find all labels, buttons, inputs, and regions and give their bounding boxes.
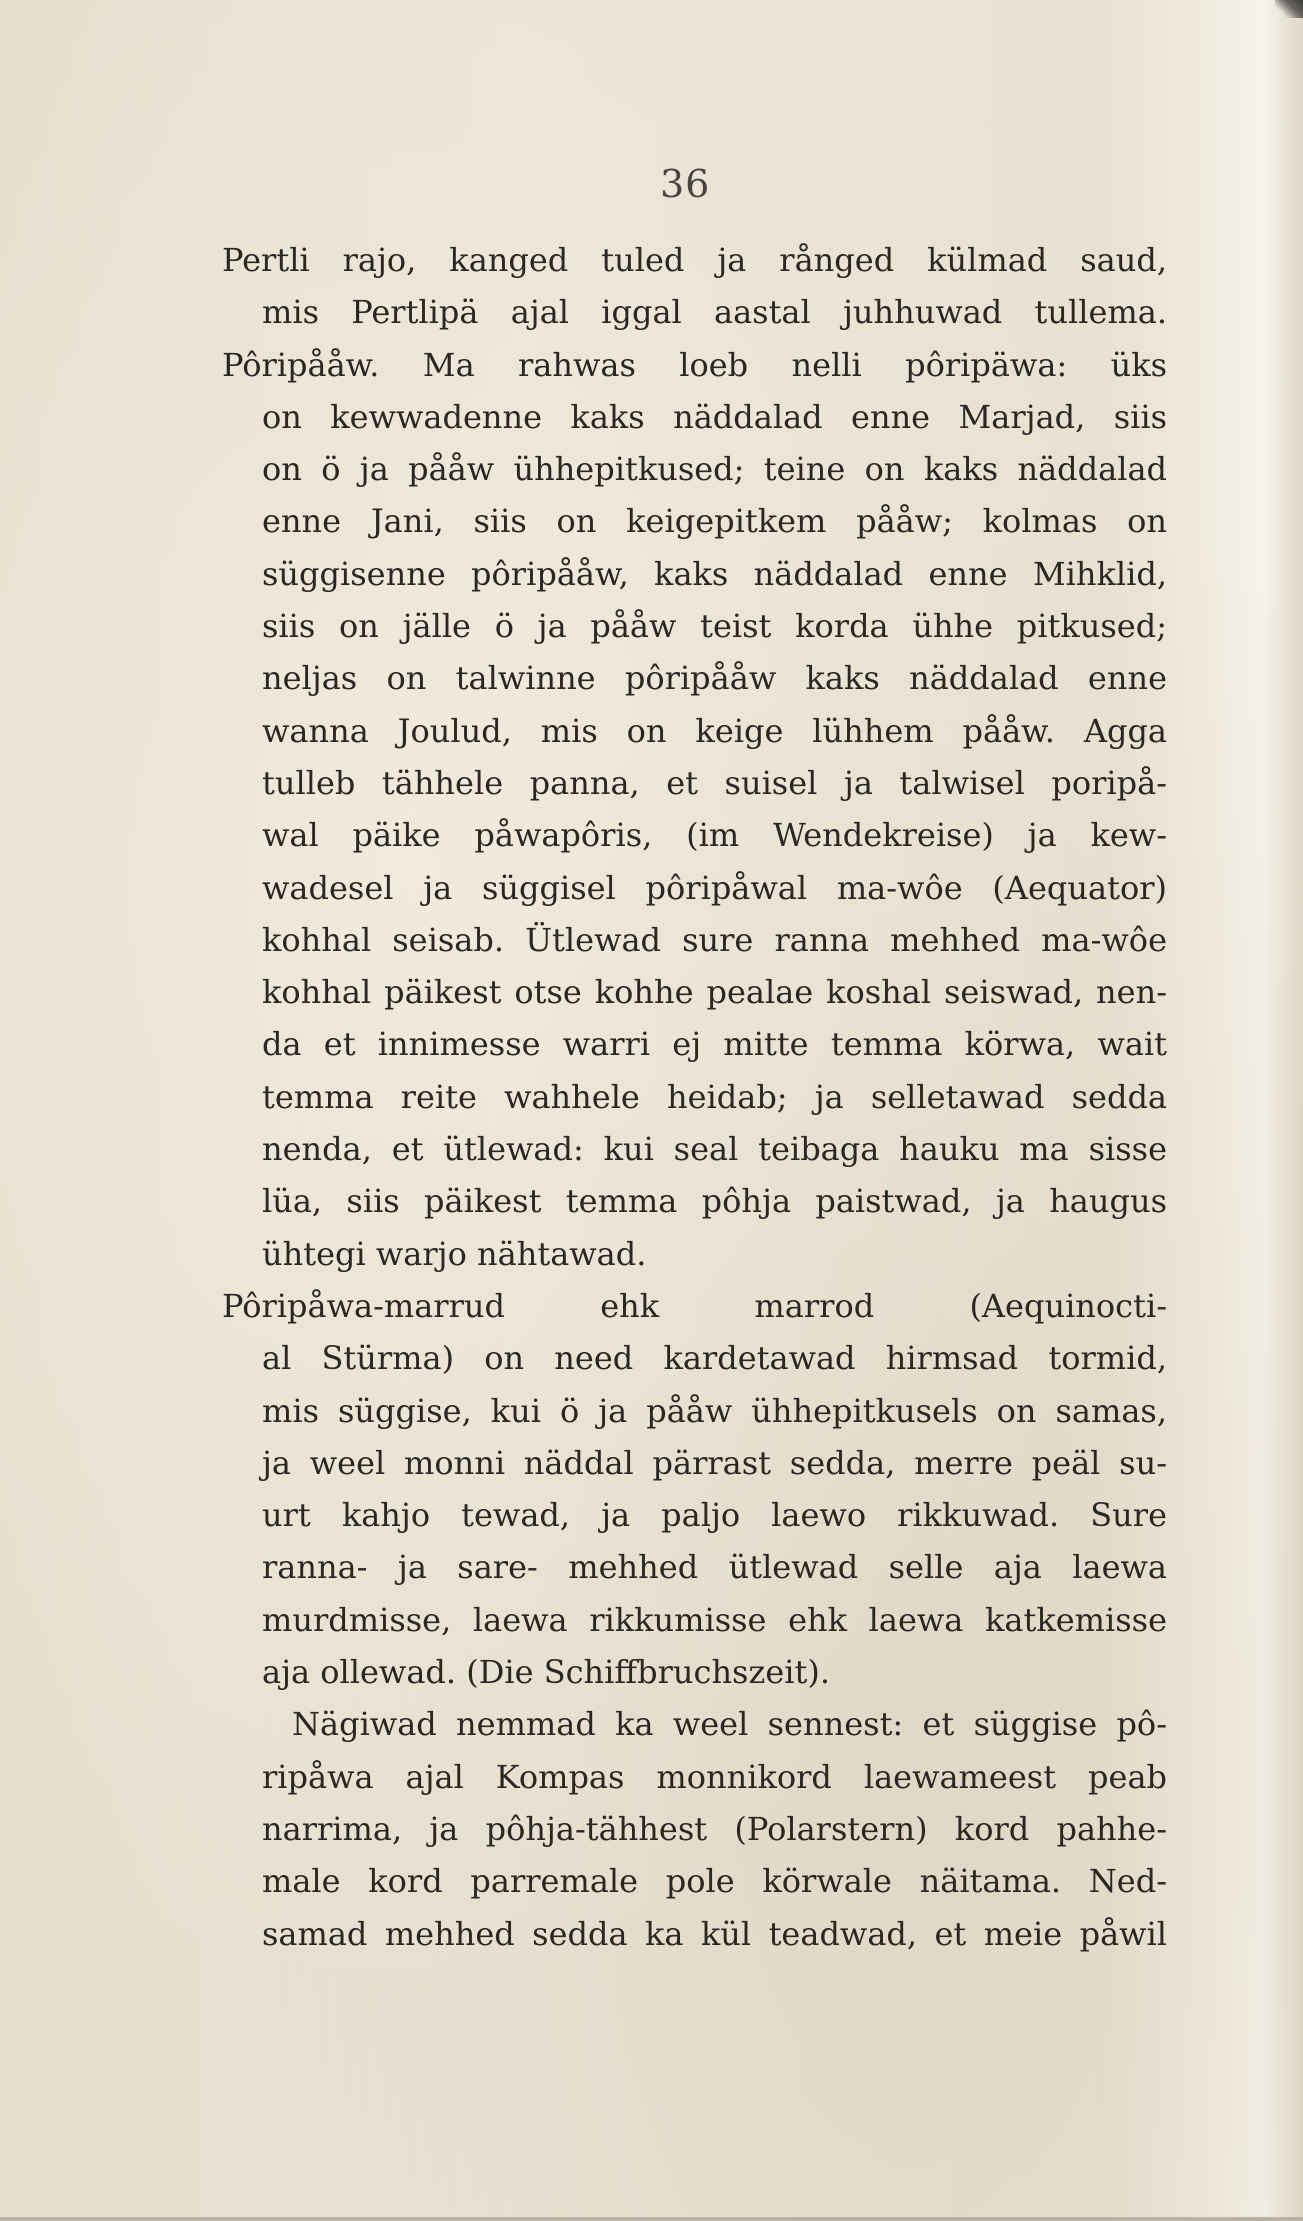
text-line: urt kahjo tewad, ja paljo laewo rikkuwad. Sure bbox=[262, 1496, 1167, 1535]
text-line: mis süggise, kui ö ja pååw ühhepitkusels on samas, bbox=[262, 1391, 1167, 1430]
text-line: kohhal seisab. Ütlewad sure ranna mehhed ma-wôe bbox=[262, 920, 1167, 959]
text-line: enne Jani, siis on keigepitkem pååw; kolmas on bbox=[262, 502, 1167, 541]
page-number: 36 bbox=[660, 162, 711, 206]
text-line: aja ollewad. (Die Schiffbruchszeit). bbox=[262, 1653, 831, 1692]
text-line: Pôripåwa-marrud ehk marrod (Aequinocti- bbox=[222, 1286, 1167, 1325]
text-line: nenda, et ütlewad: kui seal teibaga hauku ma sisse bbox=[262, 1130, 1167, 1169]
text-line: mis Pertlipä ajal iggal aastal juhhuwad tullema. bbox=[262, 293, 1167, 332]
text-line: siis on jälle ö ja pååw teist korda ühhe pitkused; bbox=[262, 607, 1167, 646]
text-line: Nägiwad nemmad ka weel sennest: et süggise pô- bbox=[292, 1705, 1167, 1744]
page-corner-shadow bbox=[1275, 0, 1303, 18]
text-line: tulleb tähhele panna, et suisel ja talwisel poripå- bbox=[262, 763, 1167, 802]
text-line: al Stürma) on need kardetawad hirmsad tormid, bbox=[262, 1339, 1167, 1378]
text-line: temma reite wahhele heidab; ja selletawad sedda bbox=[262, 1077, 1167, 1116]
text-line: ja weel monni näddal pärrast sedda, merre peäl su- bbox=[262, 1443, 1167, 1482]
text-line: wanna Joulud, mis on keige lühhem pååw. Agga bbox=[262, 711, 1167, 750]
text-line: ranna- ja sare- mehhed ütlewad selle aja laewa bbox=[262, 1548, 1167, 1587]
text-line: on ö ja pååw ühhepitkused; teine on kaks näddalad bbox=[262, 450, 1167, 489]
text-line: neljas on talwinne pôripååw kaks näddalad enne bbox=[262, 659, 1167, 698]
text-line: murdmisse, laewa rikkumisse ehk laewa katkemisse bbox=[262, 1600, 1167, 1639]
text-line: da et innimesse warri ej mitte temma körwa, wait bbox=[262, 1025, 1167, 1064]
text-line: on kewwadenne kaks näddalad enne Marjad, siis bbox=[262, 397, 1167, 436]
text-line: male kord parremale pole körwale näitama. Ned- bbox=[262, 1862, 1167, 1901]
text-line: kohhal päikest otse kohhe pealae koshal seiswad, nen- bbox=[262, 973, 1167, 1012]
text-line: samad mehhed sedda ka kül teadwad, et meie påwil bbox=[262, 1914, 1167, 1953]
text-line: wadesel ja süggisel pôripåwal ma-wôe (Aequator) bbox=[262, 868, 1167, 907]
text-line: narrima, ja pôhja-tähhest (Polarstern) kord pahhe- bbox=[262, 1809, 1167, 1848]
text-line: ühtegi warjo nähtawad. bbox=[262, 1234, 647, 1273]
text-line: wal päike påwapôris, (im Wendekreise) ja kew- bbox=[262, 816, 1167, 855]
text-line: Pôripååw. Ma rahwas loeb nelli pôripäwa: üks bbox=[222, 345, 1167, 384]
text-line: Pertli rajo, kanged tuled ja rånged külmad saud, bbox=[222, 241, 1167, 279]
page-bottom-edge bbox=[0, 2217, 1303, 2221]
body-text bbox=[222, 234, 1167, 1960]
text-line: süggisenne pôripååw, kaks näddalad enne Mihklid, bbox=[262, 554, 1167, 593]
text-line: ripåwa ajal Kompas monnikord laewameest peab bbox=[262, 1757, 1167, 1796]
text-line: lüa, siis päikest temma pôhja paistwad, ja haugus bbox=[262, 1182, 1167, 1221]
